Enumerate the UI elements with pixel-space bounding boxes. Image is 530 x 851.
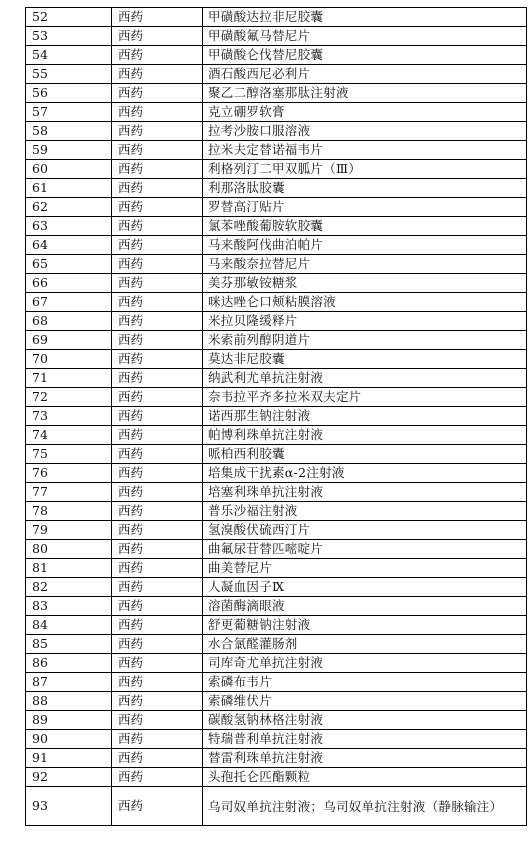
table-row — [26, 160, 527, 179]
row-category-cell: 西药 — [112, 407, 203, 426]
row-category-cell: 西药 — [112, 730, 203, 749]
table-row — [26, 103, 527, 122]
table-row — [26, 445, 527, 464]
row-drug-name-cell: 诺西那生钠注射液 — [203, 407, 527, 426]
row-drug-name-cell: 氢溴酸伏硫西汀片 — [203, 521, 527, 540]
row-drug-name-cell: 甲磺酸氟马替尼片 — [203, 27, 527, 46]
row-category-cell: 西药 — [112, 312, 203, 331]
row-drug-name-cell: 奈韦拉平齐多拉米双夫定片 — [203, 388, 527, 407]
row-number-cell: 78 — [26, 502, 112, 521]
table-row — [26, 141, 527, 160]
row-drug-name-cell: 司库奇尤单抗注射液 — [203, 654, 527, 673]
row-number-cell: 89 — [26, 711, 112, 730]
row-number-cell: 68 — [26, 312, 112, 331]
table-row — [26, 236, 527, 255]
row-drug-name-cell: 曲氟尿苷替匹嘧啶片 — [203, 540, 527, 559]
table-row — [26, 483, 527, 502]
row-drug-name-cell: 舒更葡糖钠注射液 — [203, 616, 527, 635]
row-category-cell: 西药 — [112, 331, 203, 350]
row-category-cell: 西药 — [112, 255, 203, 274]
row-category-cell: 西药 — [112, 179, 203, 198]
table-row — [26, 331, 527, 350]
table-row — [26, 8, 527, 27]
row-number-cell: 75 — [26, 445, 112, 464]
row-drug-name-cell: 乌司奴单抗注射液；乌司奴单抗注射液（静脉输注） — [203, 787, 527, 826]
row-number-cell: 79 — [26, 521, 112, 540]
table-row — [26, 198, 527, 217]
table-row — [26, 369, 527, 388]
row-drug-name-cell: 咪达唑仑口颊粘膜溶液 — [203, 293, 527, 312]
table-row — [26, 692, 527, 711]
row-category-cell: 西药 — [112, 350, 203, 369]
row-number-cell: 72 — [26, 388, 112, 407]
row-drug-name-cell: 拉考沙胺口服溶液 — [203, 122, 527, 141]
row-number-cell: 83 — [26, 597, 112, 616]
row-drug-name-cell: 聚乙二醇洛塞那肽注射液 — [203, 84, 527, 103]
row-category-cell: 西药 — [112, 217, 203, 236]
row-drug-name-cell: 甲磺酸仑伐替尼胶囊 — [203, 46, 527, 65]
row-category-cell: 西药 — [112, 673, 203, 692]
row-number-cell: 62 — [26, 198, 112, 217]
table-row — [26, 65, 527, 84]
row-category-cell: 西药 — [112, 711, 203, 730]
row-drug-name-cell: 培集成干扰素α-2注射液 — [203, 464, 527, 483]
row-category-cell: 西药 — [112, 578, 203, 597]
row-drug-name-cell: 曲美替尼片 — [203, 559, 527, 578]
row-category-cell: 西药 — [112, 559, 203, 578]
row-number-cell: 63 — [26, 217, 112, 236]
table-row — [26, 122, 527, 141]
row-drug-name-cell: 帕博利珠单抗注射液 — [203, 426, 527, 445]
table-row — [26, 730, 527, 749]
row-number-cell: 92 — [26, 768, 112, 787]
row-drug-name-cell: 特瑞普利单抗注射液 — [203, 730, 527, 749]
row-category-cell: 西药 — [112, 141, 203, 160]
drug-list-table — [25, 7, 527, 826]
row-number-cell: 58 — [26, 122, 112, 141]
row-number-cell: 53 — [26, 27, 112, 46]
row-number-cell: 61 — [26, 179, 112, 198]
row-category-cell: 西药 — [112, 236, 203, 255]
row-category-cell: 西药 — [112, 388, 203, 407]
table-row — [26, 46, 527, 65]
row-category-cell: 西药 — [112, 103, 203, 122]
table-row — [26, 179, 527, 198]
row-category-cell: 西药 — [112, 597, 203, 616]
row-number-cell: 73 — [26, 407, 112, 426]
row-drug-name-cell: 利那洛肽胶囊 — [203, 179, 527, 198]
row-category-cell: 西药 — [112, 46, 203, 65]
row-category-cell: 西药 — [112, 635, 203, 654]
table-row — [26, 407, 527, 426]
row-category-cell: 西药 — [112, 483, 203, 502]
table-row — [26, 217, 527, 236]
row-drug-name-cell: 莫达非尼胶囊 — [203, 350, 527, 369]
table-row — [26, 84, 527, 103]
table-row — [26, 635, 527, 654]
row-drug-name-cell: 甲磺酸达拉非尼胶囊 — [203, 8, 527, 27]
row-number-cell: 71 — [26, 369, 112, 388]
row-number-cell: 84 — [26, 616, 112, 635]
table-row — [26, 768, 527, 787]
row-number-cell: 70 — [26, 350, 112, 369]
row-drug-name-cell: 头孢托仑匹酯颗粒 — [203, 768, 527, 787]
row-drug-name-cell: 人凝血因子Ⅸ — [203, 578, 527, 597]
row-drug-name-cell: 马来酸阿伐曲泊帕片 — [203, 236, 527, 255]
row-number-cell: 82 — [26, 578, 112, 597]
row-drug-name-cell: 培塞利珠单抗注射液 — [203, 483, 527, 502]
row-number-cell: 90 — [26, 730, 112, 749]
table-row — [26, 312, 527, 331]
row-drug-name-cell: 纳武利尤单抗注射液 — [203, 369, 527, 388]
table-row — [26, 293, 527, 312]
table-row — [26, 540, 527, 559]
row-category-cell: 西药 — [112, 464, 203, 483]
row-number-cell: 91 — [26, 749, 112, 768]
table-row — [26, 388, 527, 407]
row-drug-name-cell: 克立硼罗软膏 — [203, 103, 527, 122]
row-category-cell: 西药 — [112, 27, 203, 46]
row-number-cell: 76 — [26, 464, 112, 483]
row-number-cell: 81 — [26, 559, 112, 578]
row-drug-name-cell: 索磷布韦片 — [203, 673, 527, 692]
row-drug-name-cell: 米索前列醇阴道片 — [203, 331, 527, 350]
row-drug-name-cell: 美芬那敏铵糖浆 — [203, 274, 527, 293]
row-category-cell: 西药 — [112, 293, 203, 312]
table-row — [26, 521, 527, 540]
row-category-cell: 西药 — [112, 8, 203, 27]
row-drug-name-cell: 索磷维伏片 — [203, 692, 527, 711]
row-category-cell: 西药 — [112, 160, 203, 179]
row-category-cell: 西药 — [112, 749, 203, 768]
table-row — [26, 616, 527, 635]
row-drug-name-cell: 利格列汀二甲双胍片（Ⅲ） — [203, 160, 527, 179]
row-drug-name-cell: 哌柏西利胶囊 — [203, 445, 527, 464]
table-row — [26, 711, 527, 730]
row-drug-name-cell: 普乐沙福注射液 — [203, 502, 527, 521]
row-number-cell: 60 — [26, 160, 112, 179]
row-number-cell: 93 — [26, 787, 112, 826]
row-drug-name-cell: 拉米夫定替诺福韦片 — [203, 141, 527, 160]
table-row — [26, 27, 527, 46]
drug-list-body — [26, 8, 527, 826]
row-category-cell: 西药 — [112, 502, 203, 521]
row-drug-name-cell: 碳酸氢钠林格注射液 — [203, 711, 527, 730]
row-category-cell: 西药 — [112, 369, 203, 388]
row-number-cell: 74 — [26, 426, 112, 445]
row-drug-name-cell: 溶菌酶滴眼液 — [203, 597, 527, 616]
row-number-cell: 65 — [26, 255, 112, 274]
row-number-cell: 55 — [26, 65, 112, 84]
row-number-cell: 67 — [26, 293, 112, 312]
row-category-cell: 西药 — [112, 198, 203, 217]
row-category-cell: 西药 — [112, 426, 203, 445]
row-category-cell: 西药 — [112, 122, 203, 141]
row-number-cell: 66 — [26, 274, 112, 293]
row-number-cell: 80 — [26, 540, 112, 559]
table-row — [26, 559, 527, 578]
row-category-cell: 西药 — [112, 521, 203, 540]
table-row — [26, 597, 527, 616]
row-drug-name-cell: 替雷利珠单抗注射液 — [203, 749, 527, 768]
row-number-cell: 88 — [26, 692, 112, 711]
row-drug-name-cell: 米拉贝隆缓释片 — [203, 312, 527, 331]
row-category-cell: 西药 — [112, 445, 203, 464]
row-number-cell: 85 — [26, 635, 112, 654]
row-drug-name-cell: 马来酸奈拉替尼片 — [203, 255, 527, 274]
row-number-cell: 57 — [26, 103, 112, 122]
row-drug-name-cell: 水合氯醛灌肠剂 — [203, 635, 527, 654]
row-drug-name-cell: 氯苯唑酸葡胺软胶囊 — [203, 217, 527, 236]
row-number-cell: 86 — [26, 654, 112, 673]
table-row — [26, 749, 527, 768]
table-row — [26, 578, 527, 597]
row-drug-name-cell: 酒石酸西尼必利片 — [203, 65, 527, 84]
row-category-cell: 西药 — [112, 84, 203, 103]
row-category-cell: 西药 — [112, 654, 203, 673]
row-number-cell: 56 — [26, 84, 112, 103]
row-number-cell: 59 — [26, 141, 112, 160]
row-number-cell: 52 — [26, 8, 112, 27]
table-row — [26, 350, 527, 369]
table-row — [26, 502, 527, 521]
row-category-cell: 西药 — [112, 768, 203, 787]
row-category-cell: 西药 — [112, 692, 203, 711]
table-row — [26, 464, 527, 483]
row-category-cell: 西药 — [112, 787, 203, 826]
row-drug-name-cell: 罗替高汀贴片 — [203, 198, 527, 217]
row-category-cell: 西药 — [112, 274, 203, 293]
table-row — [26, 787, 527, 826]
table-row — [26, 654, 527, 673]
row-number-cell: 77 — [26, 483, 112, 502]
row-number-cell: 54 — [26, 46, 112, 65]
row-category-cell: 西药 — [112, 616, 203, 635]
table-row — [26, 426, 527, 445]
row-number-cell: 87 — [26, 673, 112, 692]
row-number-cell: 69 — [26, 331, 112, 350]
row-category-cell: 西药 — [112, 540, 203, 559]
table-row — [26, 274, 527, 293]
table-row — [26, 673, 527, 692]
row-number-cell: 64 — [26, 236, 112, 255]
table-row — [26, 255, 527, 274]
row-category-cell: 西药 — [112, 65, 203, 84]
